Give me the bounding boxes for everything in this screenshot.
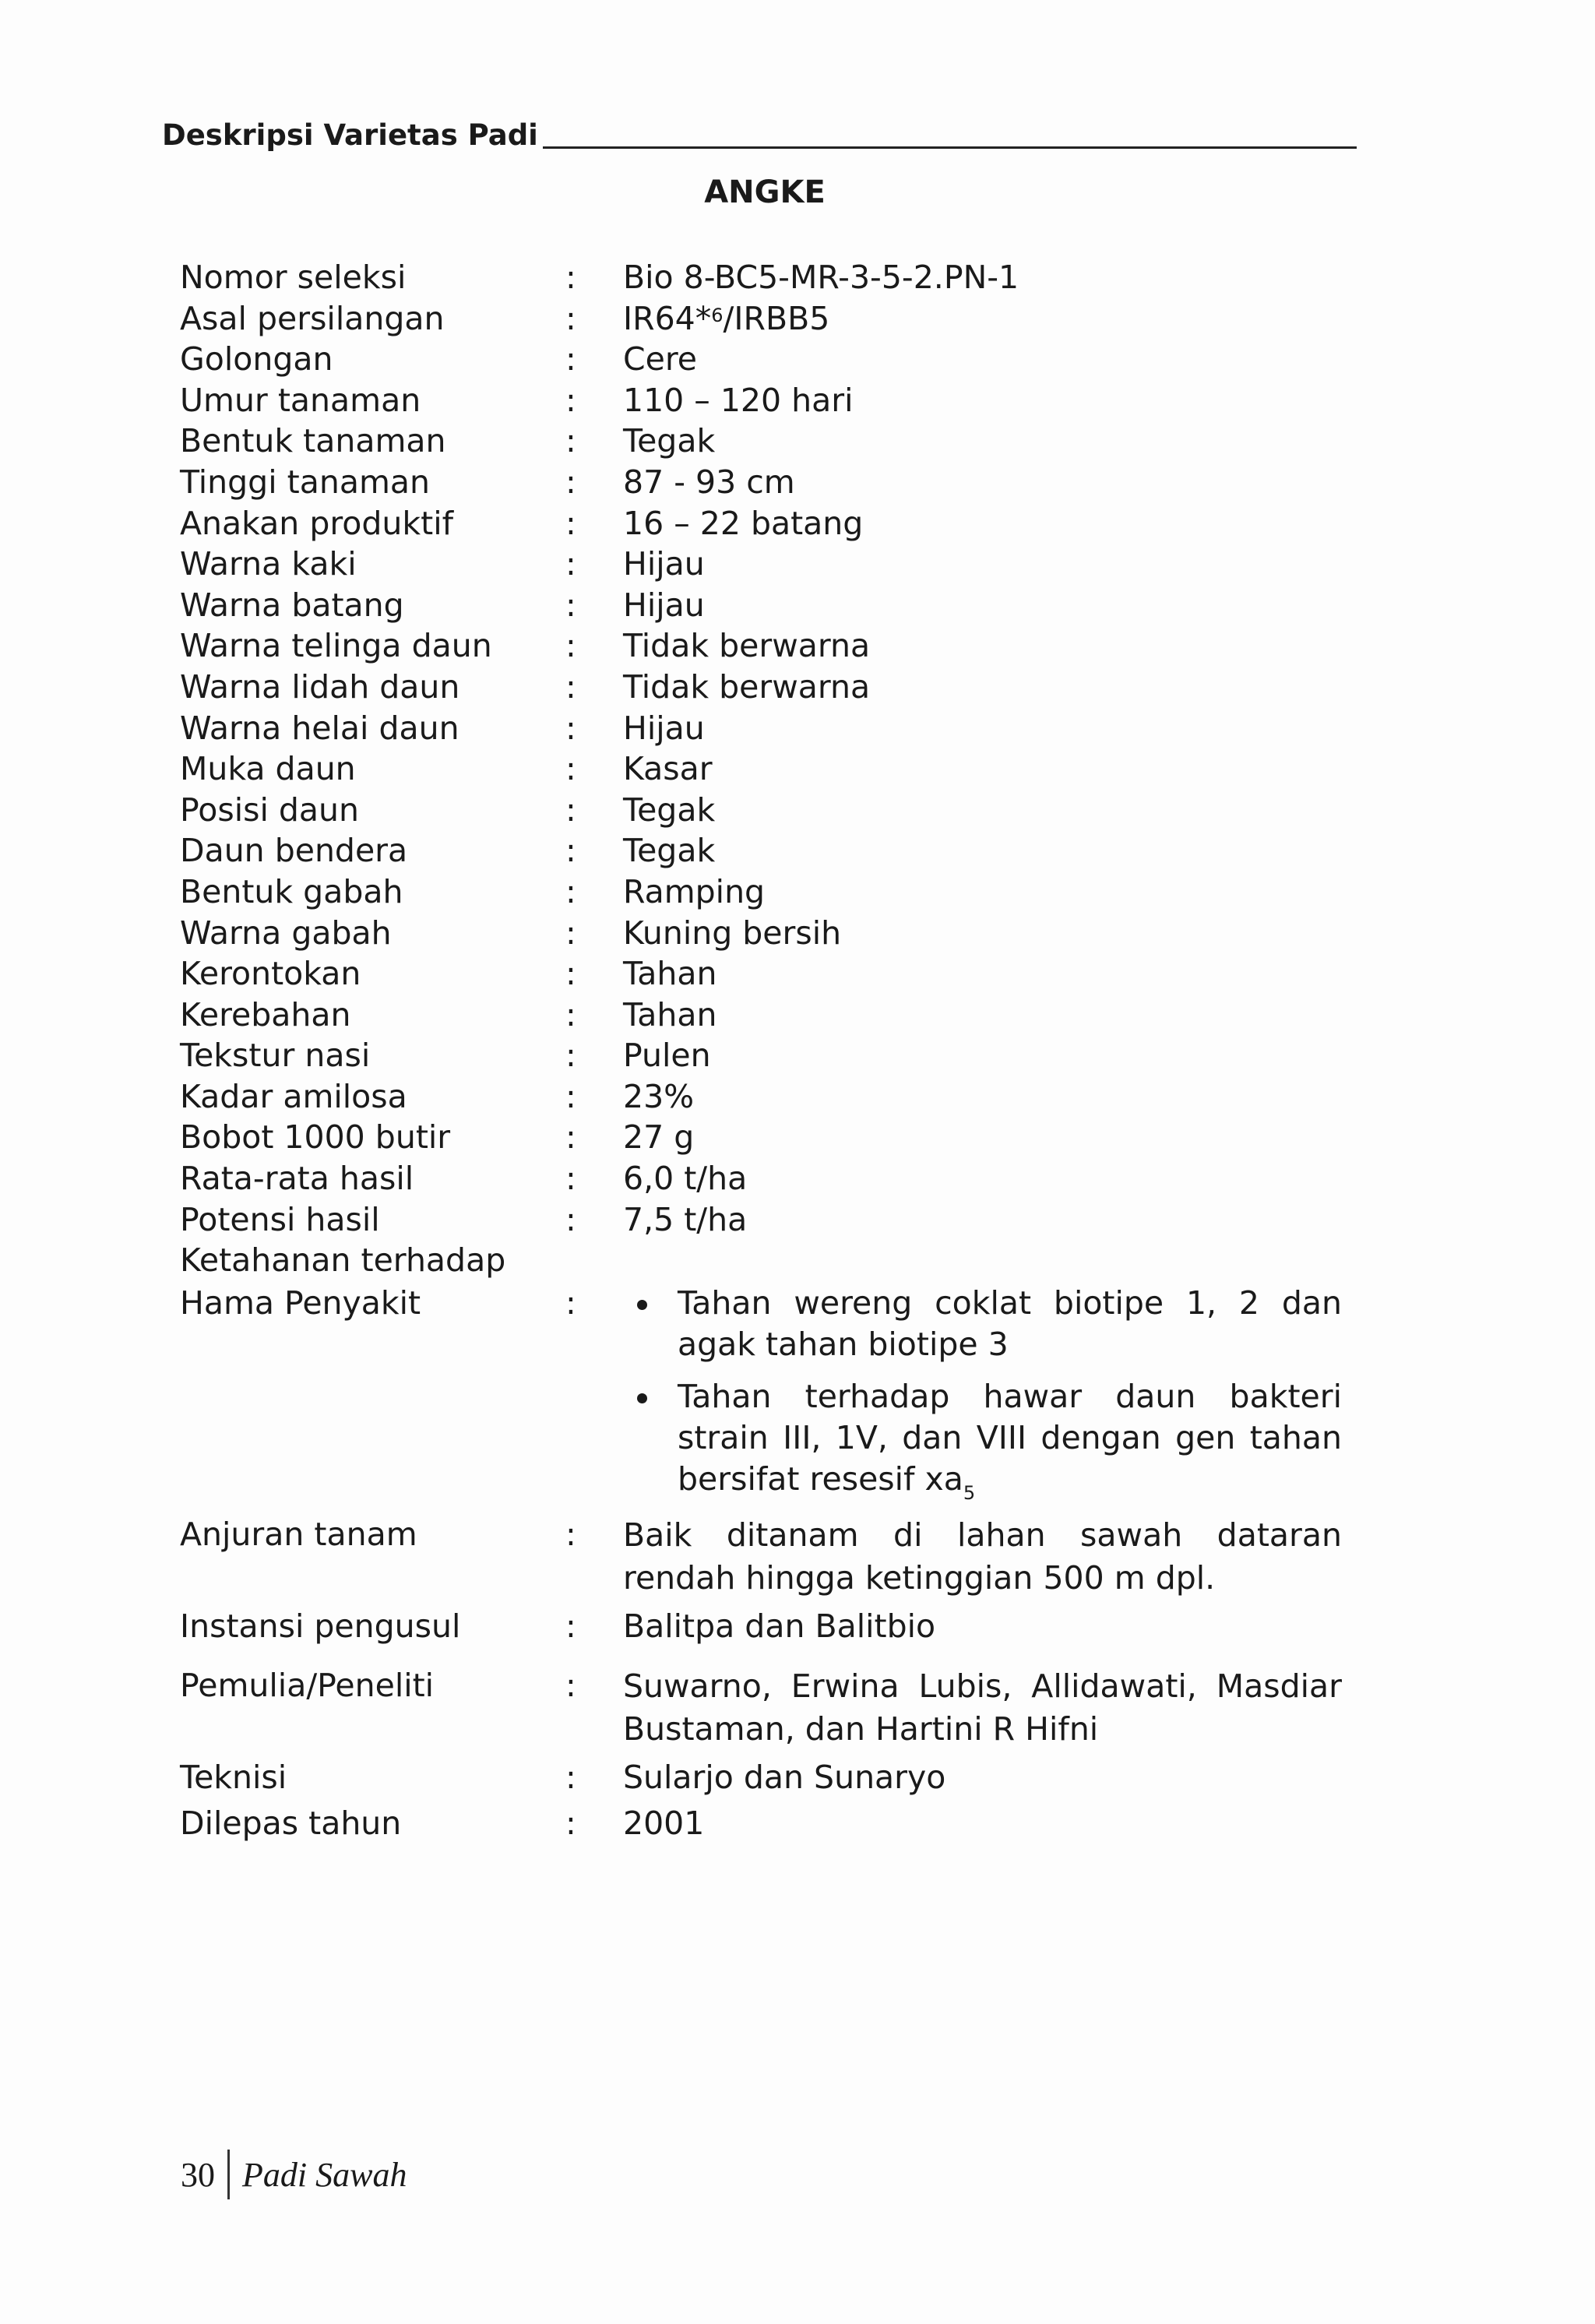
running-header: Deskripsi Varietas Padi [162, 118, 538, 152]
row-separator: : [565, 259, 576, 296]
row-value: Sularjo dan Sunaryo [623, 1759, 946, 1797]
row-separator: : [565, 586, 576, 624]
row-separator: : [565, 1805, 576, 1843]
row-label: Teknisi [180, 1759, 287, 1797]
table-row [180, 995, 1342, 1036]
row-separator: : [565, 1200, 576, 1238]
row-separator: : [565, 1283, 576, 1322]
row-label: Kadar amilosa [180, 1077, 407, 1115]
table-row [180, 872, 1342, 913]
row-separator: : [565, 709, 576, 747]
row-label: Bobot 1000 butir [180, 1118, 451, 1157]
table-row [180, 748, 1342, 790]
row-label: Warna lidah daun [180, 667, 460, 706]
resistance-heading-row [180, 1240, 1342, 1281]
resistance-list [623, 1283, 1342, 1505]
page-footer [181, 2150, 407, 2199]
row-separator: : [565, 627, 576, 665]
row-value: 110 – 120 hari [623, 381, 854, 419]
table-row [180, 1158, 1342, 1199]
table-row [180, 1035, 1342, 1076]
header-rule [543, 146, 1357, 149]
table-row [180, 380, 1342, 421]
row-value: Hijau [623, 586, 705, 624]
table-row [180, 1757, 1342, 1798]
row-label: Dilepas tahun [180, 1805, 402, 1843]
row-separator: : [565, 1759, 576, 1797]
cross-parent-2: /IRBB5 [723, 299, 830, 337]
variety-title: ANGKE [704, 174, 826, 210]
bullet-text: Tahan wereng coklat biotipe 1, 2 dan agak tahan biotipe 3 [678, 1283, 1342, 1363]
row-value: Tegak [623, 422, 716, 460]
row-label: Anakan produktif [180, 504, 454, 542]
row-separator: : [565, 463, 576, 501]
row-separator: : [565, 299, 576, 337]
row-value: Balitpa dan Balitbio [623, 1607, 936, 1645]
row-value: 16 – 22 batang [623, 504, 864, 542]
row-label: Kerontokan [180, 955, 361, 993]
row-label: Instansi pengusul [180, 1607, 461, 1645]
row-value: Tidak berwarna [623, 627, 871, 665]
table-row [180, 913, 1342, 954]
bullet-text: Tahan terhadap hawar daun bakteri strain III, 1V, dan VIII dengan gen tahan bersifat resesif xa [678, 1377, 1342, 1498]
row-separator: : [565, 1077, 576, 1115]
row-label: Warna kaki [180, 545, 357, 583]
row-value: 6,0 t/ha [623, 1160, 748, 1198]
gene-subscript: 5 [963, 1481, 976, 1504]
row-value: Tahan [623, 995, 717, 1033]
table-row [180, 1117, 1342, 1158]
row-label: Potensi hasil [180, 1200, 380, 1238]
row-value: Baik ditanam di lahan sawah dataran rendah hingga ketinggian 500 m dpl. [623, 1516, 1342, 1597]
row-label: Tinggi tanaman [180, 463, 430, 501]
row-separator: : [565, 1607, 576, 1645]
row-value [623, 298, 1342, 340]
row-value: 87 - 93 cm [623, 463, 795, 501]
row-label: Pemulia/Peneliti [180, 1667, 435, 1705]
row-label: Bentuk tanaman [180, 422, 446, 460]
row-value: 7,5 t/ha [623, 1200, 748, 1238]
row-label: Golongan [180, 340, 333, 379]
row-separator: : [565, 832, 576, 870]
row-separator: : [565, 872, 576, 910]
table-row [180, 830, 1342, 872]
row-value: Suwarno, Erwina Lubis, Allidawati, Masdiar Bustaman, dan Hartini R Hifni [623, 1667, 1342, 1748]
row-label: Bentuk gabah [180, 872, 403, 910]
table-row [180, 257, 1342, 298]
row-value: Cere [623, 340, 698, 379]
table-row [180, 790, 1342, 831]
row-separator: : [565, 1118, 576, 1157]
row-separator: : [565, 1515, 576, 1553]
table-row [180, 1803, 1342, 1844]
row-label: Rata-rata hasil [180, 1160, 414, 1198]
row-separator: : [565, 791, 576, 829]
row-value: Pulen [623, 1037, 711, 1075]
row-value: Kuning bersih [623, 914, 842, 952]
row-separator: : [565, 1160, 576, 1198]
resistance-bullet-item [623, 1376, 1342, 1505]
table-row [180, 667, 1342, 708]
row-separator: : [565, 750, 576, 788]
row-value: Tegak [623, 791, 716, 829]
resistance-label-line1: Ketahanan terhadap [180, 1241, 506, 1280]
row-separator: : [565, 422, 576, 460]
table-row [180, 1665, 1342, 1751]
table-row [180, 1606, 1342, 1647]
table-row [180, 1076, 1342, 1118]
row-separator: : [565, 545, 576, 583]
table-row [180, 298, 1342, 340]
row-label: Warna gabah [180, 914, 392, 952]
row-separator: : [565, 914, 576, 952]
cross-parent-1: IR64* [623, 299, 712, 337]
row-separator: : [565, 955, 576, 993]
table-row [180, 421, 1342, 462]
description-table [180, 257, 1342, 1844]
row-value: Tidak berwarna [623, 667, 871, 706]
table-row [180, 1199, 1342, 1241]
table-row [180, 625, 1342, 667]
row-label: Muka daun [180, 750, 356, 788]
row-label: Asal persilangan [180, 299, 445, 337]
row-label: Umur tanaman [180, 381, 421, 419]
row-value: Kasar [623, 750, 713, 788]
resistance-row [180, 1283, 1342, 1505]
row-label: Tekstur nasi [180, 1037, 371, 1075]
row-separator: : [565, 1037, 576, 1075]
table-row [180, 585, 1342, 626]
row-label: Warna helai daun [180, 709, 459, 747]
row-value: Bio 8-BC5-MR-3-5-2.PN-1 [623, 259, 1019, 296]
row-value: 23% [623, 1077, 695, 1115]
row-separator: : [565, 995, 576, 1033]
row-value: 2001 [623, 1805, 705, 1843]
row-value: Tegak [623, 832, 716, 870]
row-value: Hijau [623, 545, 705, 583]
row-value: Ramping [623, 872, 766, 910]
row-separator: : [565, 340, 576, 379]
table-row [180, 462, 1342, 503]
row-value: 27 g [623, 1118, 695, 1157]
table-row [180, 339, 1342, 380]
table-row [180, 953, 1342, 995]
table-row [180, 503, 1342, 544]
backcross-superscript: 6 [711, 304, 724, 326]
row-value: Tahan [623, 955, 717, 993]
row-label: Kerebahan [180, 995, 351, 1033]
row-separator: : [565, 381, 576, 419]
table-row [180, 708, 1342, 749]
row-label: Warna telinga daun [180, 627, 492, 665]
resistance-bullet-item [623, 1283, 1342, 1365]
row-separator: : [565, 504, 576, 542]
row-separator: : [565, 667, 576, 706]
book-title: Padi Sawah [242, 2155, 407, 2194]
footer-divider [227, 2150, 230, 2199]
table-row [180, 544, 1342, 585]
row-label: Anjuran tanam [180, 1515, 417, 1553]
row-label: Warna batang [180, 586, 404, 624]
row-label: Nomor seleksi [180, 259, 407, 296]
resistance-label-line2: Hama Penyakit [180, 1283, 421, 1322]
resistance-list-container [623, 1283, 1342, 1505]
row-separator: : [565, 1667, 576, 1705]
row-label: Daun bendera [180, 832, 408, 870]
row-value: Hijau [623, 709, 705, 747]
table-row [180, 1514, 1342, 1600]
page-number: 30 [181, 2155, 215, 2194]
row-label: Posisi daun [180, 791, 360, 829]
